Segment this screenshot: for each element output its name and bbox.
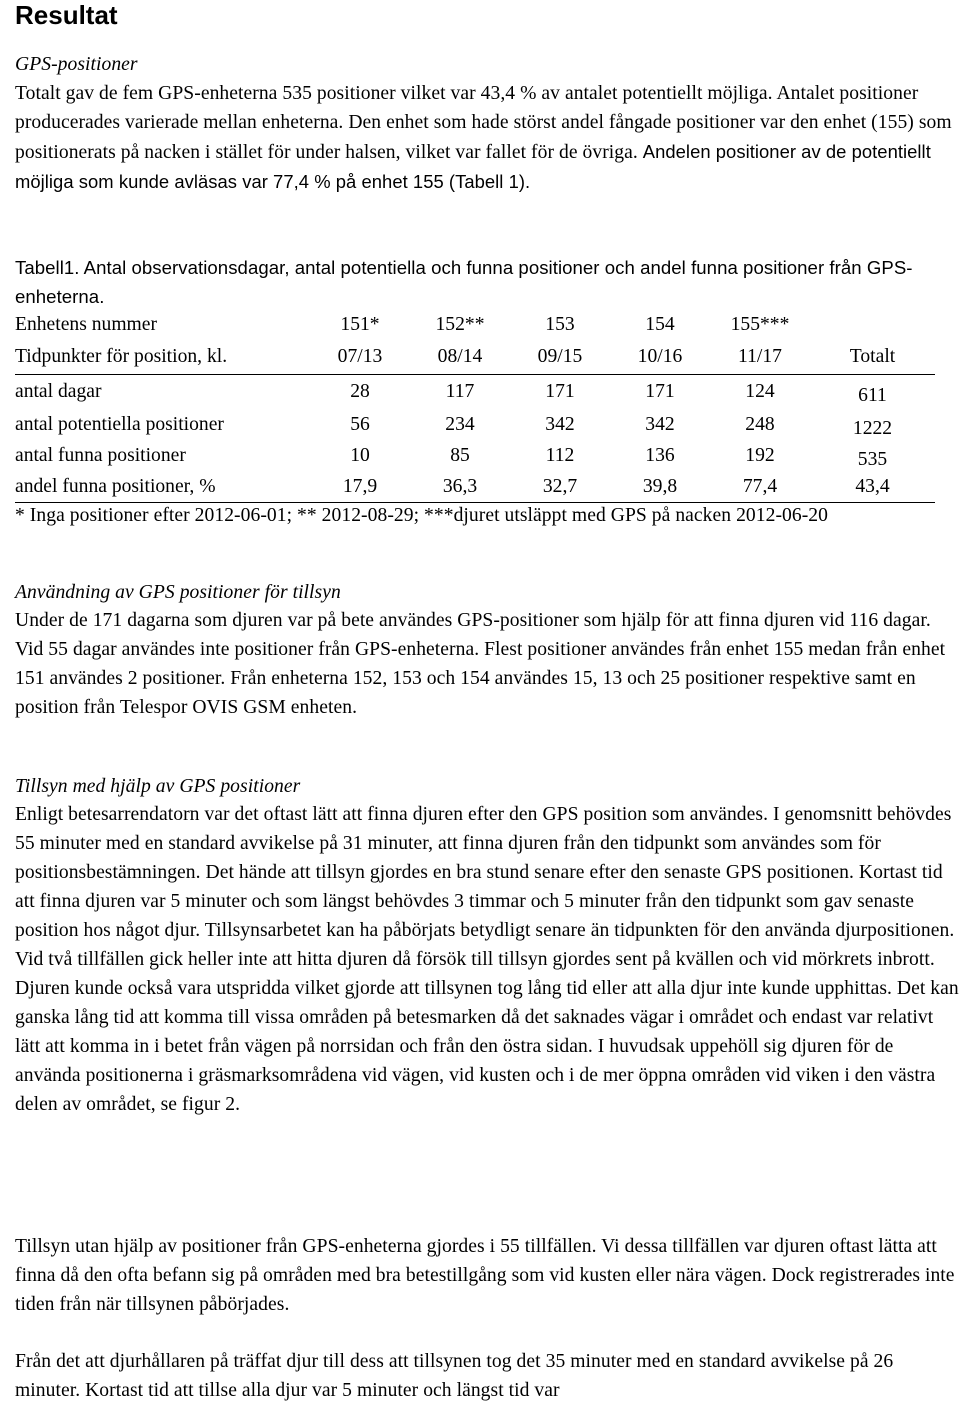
row-label: andel funna positioner, %	[15, 471, 310, 503]
header-total: Totalt	[810, 340, 935, 375]
cell-total	[810, 375, 935, 410]
cell: 112	[545, 444, 575, 466]
cell: 85	[450, 444, 470, 466]
cell: 248	[745, 413, 775, 435]
header-time-155: 11/17	[710, 340, 810, 375]
header-unit-151: 151*	[340, 314, 380, 335]
table-row	[15, 409, 935, 440]
cell: 192	[745, 444, 775, 466]
cell: 17,9	[310, 471, 410, 503]
paragraph-tillsyn-med-gps: Enligt betesarrendatorn var det oftast lätt att finna djuren efter den GPS position som användes. I genomsnitt behövdes 55 minuter med en standard avvikelse på 31 minuter, att finna djuren från den tidpunkt som användes som för positionsbestämningen. Det hände att tillsyn gjordes en bra stund senare efter den senaste GPS positionen. Kortast tid att finna djuren var 5 minuter och som längst behövdes 3 timmar och 5 minuter från den tidpunkt som gav senaste position hos något djur. Tillsynsarbetet kan ha påbörjats betydligt senare än tidpunkten för den använda djurpositionen. Vid två tillfällen gick heller inte att hitta djuren då försök till tillsyn gjordes sent på kvällen och vid mörkrets inbrott. Djuren kunde också vara utspridda vilket gjorde att tillsynen tog lång tid eller att alla djur inte kunde upphittas. Det kan ganska lång tid att komma till vissa områden på betesmarken då det saknades vägar i området och endast var relativt lätt att komma in i betet från vägen på norrsidan och från den östra sidan. I huvudsak uppehöll sig djuren för de använda positionerna i gräsmarksområdena vid vägen, vid kusten och i de mer öppna områden vid viken i den västra delen av området, se figur 2.	[15, 804, 959, 1115]
cell: 117	[445, 381, 475, 402]
paragraph-djurhallare: Från det att djurhållaren på träffat djur till dess att tillsynen tog det 35 minuter med en standard avvikelse på 26 minuter. Kortast tid att tillse alla djur var 5 minuter och längst tid var	[15, 1351, 894, 1401]
cell: 32,7	[510, 471, 610, 503]
cell: 124	[745, 381, 775, 402]
cell: 77,4	[710, 471, 810, 503]
cell: 39,8	[610, 471, 710, 503]
header-time-label: Tidpunkter för position, kl.	[15, 340, 310, 375]
cell: 136	[645, 444, 675, 466]
header-unit-label: Enhetens nummer	[15, 314, 158, 335]
header-unit-153: 153	[545, 314, 575, 335]
paragraph-tillsyn-utan-gps: Tillsyn utan hjälp av positioner från GPS-enheterna gjordes i 55 tillfällen. Vi dessa tillfällen var djuren oftast lätta att finna då den ofta befann sig på områden med bra betestillgång som vid kusten eller nära vägen. Dock registrerades inte tiden från när tillsynen påbörjades.	[15, 1236, 955, 1315]
total-value: 535	[857, 448, 888, 470]
subheading-gps-positioner: GPS-positioner	[15, 54, 138, 75]
cell: 171	[545, 381, 575, 402]
header-unit-empty	[810, 310, 935, 340]
header-time-151: 07/13	[310, 340, 410, 375]
header-time-152: 08/14	[410, 340, 510, 375]
table-row	[15, 471, 935, 503]
gps-results-table	[15, 310, 935, 503]
table-header-row-times	[15, 340, 935, 375]
header-time-154: 10/16	[610, 340, 710, 375]
table-header-row-units	[15, 310, 935, 340]
table-footnote: * Inga positioner efter 2012-06-01; ** 2012-08-29; ***djuret utsläppt med GPS på nacken 2012-06-20	[15, 505, 828, 526]
cell: 342	[645, 413, 675, 435]
header-unit-155: 155***	[730, 314, 790, 335]
paragraph-gps-text-2: Andelen positioner av de potentiellt möjliga som kunde avläsas var 77,4 % på enhet 155 (Tabell 1).	[15, 141, 931, 192]
cell: 28	[350, 381, 370, 402]
section-heading-resultat: Resultat	[15, 0, 118, 30]
cell: 342	[545, 413, 575, 435]
cell-total	[810, 440, 935, 471]
header-unit-154: 154	[645, 314, 675, 335]
subheading-tillsyn-med-gps: Tillsyn med hjälp av GPS positioner	[15, 776, 301, 797]
row-label: antal funna positioner	[15, 444, 186, 466]
table-caption: Tabell1. Antal observationsdagar, antal potentiella och funna positioner och andel funna positioner från GPS-enheterna.	[15, 257, 913, 307]
cell: 171	[645, 381, 675, 402]
subheading-anvandning: Användning av GPS positioner för tillsyn	[15, 582, 341, 603]
paragraph-gps-positioner	[15, 79, 960, 197]
header-unit-152: 152**	[435, 314, 485, 335]
total-value: 611	[858, 385, 887, 406]
paragraph-gps-text-1: Totalt gav de fem GPS-enheterna 535 positioner vilket var 43,4 % av antalet potentiellt möjliga. Antalet positioner producerades varierade mellan enheterna. Den enhet som hade störst andel fångade positioner var den enhet (155) som positionerats på nacken i stället för under halsen, vilket var fallet för de övriga.	[15, 83, 952, 163]
row-label: antal dagar	[15, 381, 102, 402]
paragraph-anvandning: Under de 171 dagarna som djuren var på bete användes GPS-positioner som hjälp för att finna djuren vid 116 dagar. Vid 55 dagar användes inte positioner från GPS-enheterna. Flest positioner användes från enhet 155 medan från enhet 151 användes 2 positioner. Från enheterna 152, 153 och 154 användes 15, 13 och 25 positioner respektive samt en position från Telespor OVIS GSM enheten.	[15, 610, 946, 718]
header-time-153: 09/15	[510, 340, 610, 375]
cell-total	[810, 409, 935, 440]
table-row	[15, 440, 935, 471]
cell-total: 43,4	[810, 471, 935, 503]
row-label: antal potentiella positioner	[15, 413, 224, 435]
cell: 56	[350, 413, 370, 435]
table-row	[15, 375, 935, 410]
total-value: 1222	[852, 417, 893, 439]
cell: 234	[445, 413, 475, 435]
cell: 10	[350, 444, 370, 466]
cell: 36,3	[410, 471, 510, 503]
